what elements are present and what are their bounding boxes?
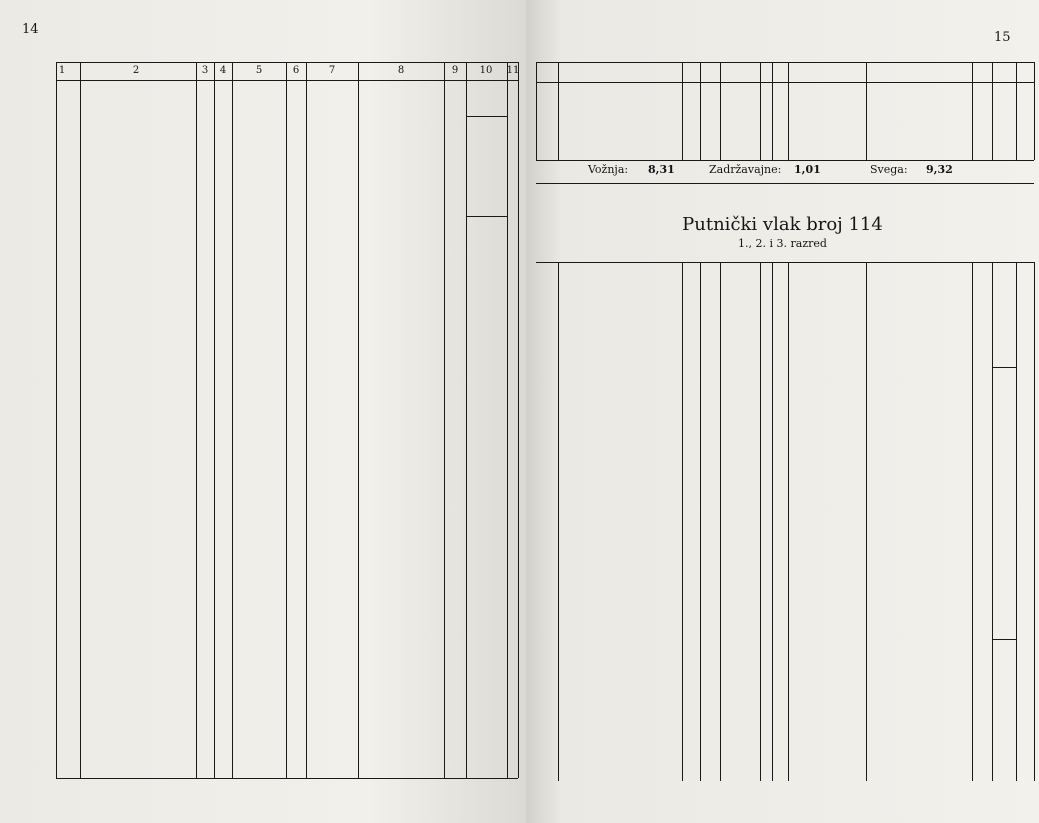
rule-vertical xyxy=(992,62,993,160)
column-header: 11 xyxy=(506,65,520,76)
rule-vertical xyxy=(720,62,721,160)
rule-vertical xyxy=(444,62,445,778)
summary-label-travel: Vožnja: xyxy=(588,163,629,176)
rule-vertical xyxy=(682,62,683,160)
rule-horizontal xyxy=(992,639,1016,640)
rule-vertical xyxy=(232,62,233,778)
rule-horizontal xyxy=(536,62,1034,63)
rule-horizontal xyxy=(56,62,518,63)
rule-vertical xyxy=(720,262,721,781)
summary-label-stops: Zadržavajne: xyxy=(709,163,782,176)
rule-horizontal xyxy=(466,116,507,117)
right-page xyxy=(526,0,1039,823)
travel-summary xyxy=(526,163,1039,181)
train-title: Putnički vlak broj 114 xyxy=(682,214,883,235)
rule-vertical xyxy=(788,262,789,781)
rule-vertical xyxy=(788,62,789,160)
rule-vertical xyxy=(992,262,993,781)
rule-vertical xyxy=(866,62,867,160)
rule-vertical xyxy=(80,62,81,778)
rule-vertical xyxy=(772,262,773,781)
rule-horizontal xyxy=(466,216,507,217)
rule-vertical xyxy=(972,262,973,781)
rule-vertical xyxy=(306,62,307,778)
rule-vertical xyxy=(56,62,57,778)
rule-vertical xyxy=(760,262,761,781)
rule-vertical xyxy=(558,262,559,781)
rule-vertical xyxy=(700,62,701,160)
rule-vertical xyxy=(866,262,867,781)
column-header: 10 xyxy=(479,65,493,76)
column-header: 7 xyxy=(328,65,336,76)
rule-vertical xyxy=(466,62,467,778)
rule-vertical xyxy=(772,62,773,160)
summary-value-travel: 8,31 xyxy=(648,163,675,176)
rule-vertical xyxy=(518,62,519,778)
rule-vertical xyxy=(972,62,973,160)
rule-vertical xyxy=(536,62,537,160)
rule-vertical xyxy=(1034,262,1035,781)
rule-horizontal xyxy=(56,80,518,81)
column-header: 9 xyxy=(451,65,459,76)
column-header: 4 xyxy=(219,65,227,76)
rule-vertical xyxy=(1034,62,1035,160)
rule-horizontal xyxy=(536,82,1034,83)
rule-horizontal xyxy=(536,183,1034,184)
rule-vertical xyxy=(682,262,683,781)
page-number-right: 15 xyxy=(994,30,1011,45)
page-number-left: 14 xyxy=(22,22,39,37)
rule-horizontal xyxy=(536,160,1034,161)
rule-vertical xyxy=(507,62,508,778)
column-header: 3 xyxy=(201,65,209,76)
rule-vertical xyxy=(214,62,215,778)
column-header: 5 xyxy=(255,65,263,76)
rule-vertical xyxy=(196,62,197,778)
rule-horizontal xyxy=(536,262,1034,263)
column-header: 6 xyxy=(292,65,300,76)
train-subtitle: 1., 2. i 3. razred xyxy=(738,237,827,250)
rule-vertical xyxy=(760,62,761,160)
rule-vertical xyxy=(358,62,359,778)
summary-value-stops: 1,01 xyxy=(794,163,821,176)
rule-vertical xyxy=(700,262,701,781)
rule-horizontal xyxy=(56,778,518,779)
column-header: 2 xyxy=(132,65,140,76)
column-header: 8 xyxy=(397,65,405,76)
summary-value-total: 9,32 xyxy=(926,163,953,176)
column-header: 1 xyxy=(58,65,66,76)
rule-vertical xyxy=(286,62,287,778)
rule-vertical xyxy=(558,62,559,160)
rule-horizontal xyxy=(992,367,1016,368)
rule-vertical xyxy=(1016,62,1017,160)
rule-vertical xyxy=(1016,262,1017,781)
summary-label-total: Svega: xyxy=(870,163,908,176)
